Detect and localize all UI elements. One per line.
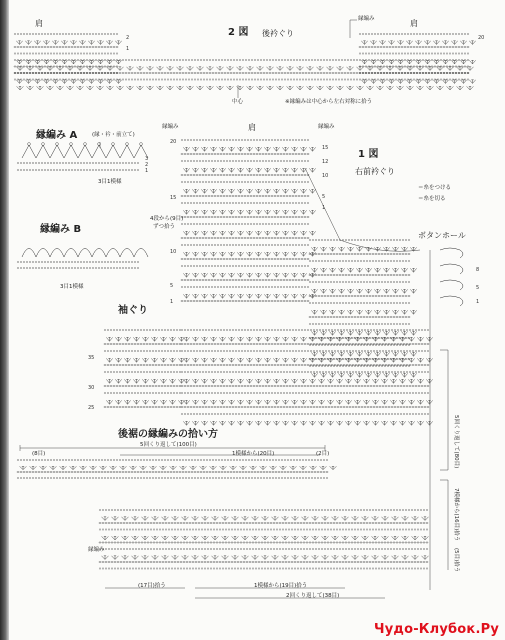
row-number: 8	[476, 267, 480, 273]
fig1-dec-note-a: 4段から(9目)	[150, 216, 184, 222]
armhole-label: 袖ぐり	[118, 305, 148, 316]
hem-bottom-mid: 1模様から(19目)拾う	[254, 583, 308, 589]
fig2-stitch-grid	[14, 33, 476, 90]
edging-b-repeat: 3目1模様	[60, 284, 84, 290]
fig1-dec-note-b: ずつ拾う	[153, 224, 176, 230]
row-number: 20	[170, 139, 177, 145]
site-watermark: Чудо-Клубок.Ру	[374, 622, 499, 637]
row-number: 5	[322, 194, 326, 200]
side-repeat-b-label: (5目)拾う	[453, 548, 459, 573]
fig1-edge-left: 縁編み	[162, 124, 179, 130]
row-number: 2	[145, 162, 149, 168]
row-number: 10	[322, 173, 329, 179]
fig1-stitch-grid	[104, 139, 433, 425]
row-number: 5	[170, 283, 174, 289]
row-number: 2	[126, 35, 130, 41]
fig2-shoulder-right-label: 肩	[410, 19, 418, 28]
hem-stitch-grid	[17, 459, 429, 569]
hem-top-repeat: 5回くり返して(100目)	[140, 442, 197, 448]
fig1-shoulder-label: 肩	[248, 123, 256, 132]
edging-a-title: 縁編み A	[36, 130, 78, 141]
fig2-edge-label: 縁編み	[358, 16, 375, 22]
row-number: 1	[322, 205, 326, 211]
row-number: 35	[88, 355, 95, 361]
row-number: 1	[170, 299, 174, 305]
hem-title: 後裾の縁編みの拾い方	[118, 429, 218, 440]
fig2-title: 2 図	[228, 27, 249, 38]
row-number: 5	[476, 285, 480, 291]
fig2-shoulder-left-label: 肩	[35, 19, 43, 28]
row-number: 10	[170, 249, 177, 255]
edging-samples	[17, 143, 463, 306]
row-number: 1	[476, 299, 480, 305]
row-number: 1	[145, 168, 149, 174]
row-number: 15	[322, 145, 329, 151]
hem-top-mid: 1模様から(20目)	[232, 451, 275, 457]
hem-edge-label: 縁編み	[88, 547, 105, 553]
row-number: 3	[145, 156, 149, 162]
legend-cut: ＝糸を切る	[418, 196, 446, 202]
fig2-row-number: 20	[478, 35, 485, 41]
fig2-note: ※縁編みは中心から左右対称に拾う	[285, 99, 373, 105]
hem-bottom-repeat: 2回くり返して(38目)	[286, 593, 340, 599]
edging-a-note: (縁・衿・前立て)	[92, 132, 135, 138]
buttonhole-label: ボタンホール	[418, 231, 466, 240]
legend-attach: ＝糸をつける	[418, 185, 452, 191]
edging-b-title: 縁編み B	[40, 224, 82, 235]
row-number: 25	[88, 405, 95, 411]
guide-lines	[20, 20, 448, 598]
front-repeat-label: 5回くり返して(80目)	[453, 415, 459, 469]
edging-a-repeat: 3目1模様	[98, 179, 122, 185]
fig2-center-label: 中心	[232, 99, 244, 105]
hem-bottom-left: (17目)拾う	[138, 583, 166, 589]
fig1-edge-right: 縁編み	[318, 124, 335, 130]
hem-top-left: (8目)	[32, 451, 46, 457]
fig1-subtitle: 右前衿ぐり	[355, 167, 395, 176]
row-number: 12	[322, 159, 329, 165]
row-number: 30	[88, 385, 95, 391]
fig1-title: 1 図	[358, 149, 379, 160]
row-number: 1	[126, 46, 130, 52]
side-repeat-a-label: 7模様から(16目)拾う	[453, 488, 459, 542]
fig2-subtitle: 後衿ぐり	[262, 29, 294, 38]
row-number: 15	[170, 195, 177, 201]
hem-top-right: (2目)	[316, 451, 330, 457]
